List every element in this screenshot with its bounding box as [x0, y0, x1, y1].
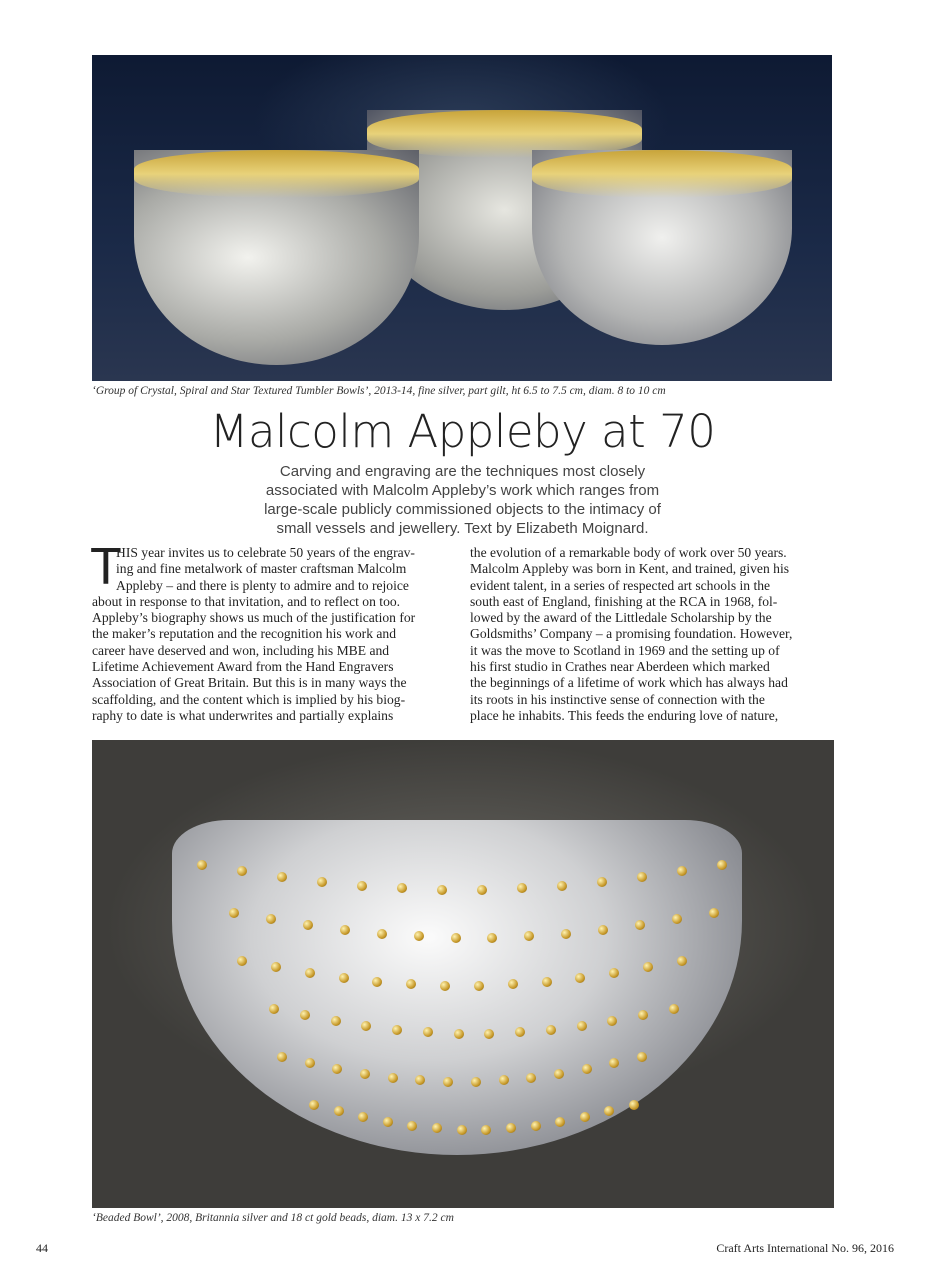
gold-bead	[277, 872, 287, 882]
body-line: Lifetime Achievement Award from the Hand Engravers	[92, 659, 394, 675]
body-column-1	[90, 538, 467, 724]
gold-bead	[271, 962, 281, 972]
gold-bead	[471, 1077, 481, 1087]
gold-bead	[358, 1112, 368, 1122]
gold-bead	[515, 1027, 525, 1037]
gold-bead	[643, 962, 653, 972]
body-line: lowed by the award of the Littledale Scholarship by the	[470, 610, 772, 626]
gold-bead	[451, 933, 461, 943]
gold-bead	[340, 925, 350, 935]
gold-bead	[609, 968, 619, 978]
gold-bead	[575, 973, 585, 983]
gold-bead	[303, 920, 313, 930]
gold-bead	[597, 877, 607, 887]
gold-bead	[637, 1052, 647, 1062]
body-line: raphy to date is what underwrites and partially explains	[92, 707, 394, 723]
gold-bead	[372, 977, 382, 987]
gold-bead	[269, 1004, 279, 1014]
gold-bead	[638, 1010, 648, 1020]
gold-bead	[607, 1016, 617, 1026]
gold-bead	[415, 1075, 425, 1085]
gold-bead	[542, 977, 552, 987]
photo-tumbler-bowls	[92, 55, 832, 381]
gold-bead	[237, 866, 247, 876]
gold-bead	[554, 1069, 564, 1079]
gold-bead	[357, 881, 367, 891]
gold-bead	[377, 929, 387, 939]
gold-bead	[309, 1100, 319, 1110]
gold-bead	[481, 1125, 491, 1135]
standfirst-line: associated with Malcolm Appleby’s work which ranges from	[265, 482, 660, 499]
caption-top-photo: ‘Group of Crystal, Spiral and Star Textured Tumbler Bowls’, 2013-14, fine silver, part gilt, ht 6.5 to 7.5 cm, diam. 8 to 10 cm	[92, 385, 666, 397]
gold-bead	[237, 956, 247, 966]
gold-bead	[317, 877, 327, 887]
gold-bead	[407, 1121, 417, 1131]
caption-bottom-photo: ‘Beaded Bowl’, 2008, Britannia silver and 18 ct gold beads, diam. 13 x 7.2 cm	[92, 1212, 454, 1224]
gold-bead	[637, 872, 647, 882]
gold-bead	[457, 1125, 467, 1135]
gold-bead	[432, 1123, 442, 1133]
body-line: ing and fine metalwork of master craftsman Malcolm	[116, 561, 407, 577]
body-line: evident talent, in a series of respected art schools in the	[470, 577, 771, 593]
standfirst-line: Carving and engraving are the techniques most closely	[279, 463, 646, 480]
body-line: scaffolding, and the content which is implied by his biog-	[92, 691, 406, 707]
gold-bead	[300, 1010, 310, 1020]
gold-bead	[392, 1025, 402, 1035]
body-line: the evolution of a remarkable body of work over 50 years.	[470, 545, 787, 560]
gold-bead	[669, 1004, 679, 1014]
body-line: its roots in his instinctive sense of connection with the	[470, 691, 765, 707]
gold-bead	[635, 920, 645, 930]
body-line: HIS year invites us to celebrate 50 years of the engrav-	[116, 545, 415, 560]
gold-bead	[487, 933, 497, 943]
gold-bead	[406, 979, 416, 989]
gold-bead	[305, 968, 315, 978]
gold-bead	[677, 956, 687, 966]
gold-bead	[524, 931, 534, 941]
gold-bead	[397, 883, 407, 893]
article-title: Malcolm Appleby at 70	[209, 405, 716, 458]
gold-bead	[229, 908, 239, 918]
gold-bead	[383, 1117, 393, 1127]
gold-bead	[361, 1021, 371, 1031]
gold-bead	[580, 1112, 590, 1122]
journal-footer: Craft Arts International No. 96, 2016	[716, 1241, 894, 1255]
gold-bead	[517, 883, 527, 893]
photo-beaded-bowl	[92, 740, 834, 1208]
gold-bead	[360, 1069, 370, 1079]
gold-bead	[717, 860, 727, 870]
gold-bead	[508, 979, 518, 989]
gold-bead	[672, 914, 682, 924]
body-line: Malcolm Appleby was born in Kent, and trained, given his	[470, 561, 790, 577]
gold-bead	[197, 860, 207, 870]
gold-bead	[526, 1073, 536, 1083]
gold-bead	[266, 914, 276, 924]
gold-bead	[443, 1077, 453, 1087]
gold-bead	[454, 1029, 464, 1039]
gold-bead	[474, 981, 484, 991]
gold-bead	[598, 925, 608, 935]
body-line: south east of England, finishing at the RCA in 1968, fol-	[470, 593, 778, 609]
bowl-star	[134, 150, 419, 365]
gold-bead	[332, 1064, 342, 1074]
gold-bead	[414, 931, 424, 941]
body-line: Association of Great Britain. But this is in many ways the	[92, 675, 407, 691]
gold-bead	[277, 1052, 287, 1062]
body-line: it was the move to Scotland in 1969 and the setting up of	[470, 642, 780, 658]
beaded-bowl	[172, 820, 742, 1155]
standfirst	[200, 462, 725, 538]
gold-bead	[388, 1073, 398, 1083]
body-line: the beginnings of a lifetime of work which has always had	[470, 675, 788, 691]
gold-bead	[604, 1106, 614, 1116]
standfirst-line: large-scale publicly commissioned objects to the intimacy of	[264, 501, 661, 518]
body-line: Appleby – and there is plenty to admire and to rejoice	[116, 577, 409, 593]
body-line: the maker’s reputation and the recognition his work and	[92, 626, 397, 642]
gold-bead	[339, 973, 349, 983]
gold-bead	[423, 1027, 433, 1037]
gold-bead	[437, 885, 447, 895]
gold-bead	[561, 929, 571, 939]
gold-bead	[546, 1025, 556, 1035]
gold-bead	[484, 1029, 494, 1039]
gold-bead	[629, 1100, 639, 1110]
drop-cap: T	[90, 538, 122, 596]
gold-bead	[555, 1117, 565, 1127]
body-line: Goldsmiths’ Company – a promising foundation. However,	[470, 626, 793, 642]
gold-bead	[305, 1058, 315, 1068]
body-line: career have deserved and won, including his MBE and	[92, 642, 390, 658]
gold-bead	[582, 1064, 592, 1074]
gold-bead	[506, 1123, 516, 1133]
bowl-spiral	[532, 150, 792, 345]
page-number: 44	[36, 1241, 48, 1255]
body-line: his first studio in Crathes near Aberdeen which marked	[470, 659, 770, 675]
body-column-2	[470, 545, 845, 724]
body-line: Appleby’s biography shows us much of the justification for	[92, 610, 416, 626]
gold-bead	[499, 1075, 509, 1085]
gold-bead	[557, 881, 567, 891]
body-line: place he inhabits. This feeds the enduring love of nature,	[470, 707, 779, 723]
gold-bead	[609, 1058, 619, 1068]
body-line: about in response to that invitation, and to reflect on too.	[92, 593, 401, 609]
gold-bead	[677, 866, 687, 876]
gold-bead	[440, 981, 450, 991]
gold-bead	[331, 1016, 341, 1026]
gold-bead	[577, 1021, 587, 1031]
standfirst-line: small vessels and jewellery. Text by Elizabeth Moignard.	[276, 520, 649, 537]
gold-bead	[334, 1106, 344, 1116]
gold-bead	[477, 885, 487, 895]
gold-bead	[709, 908, 719, 918]
gold-bead	[531, 1121, 541, 1131]
